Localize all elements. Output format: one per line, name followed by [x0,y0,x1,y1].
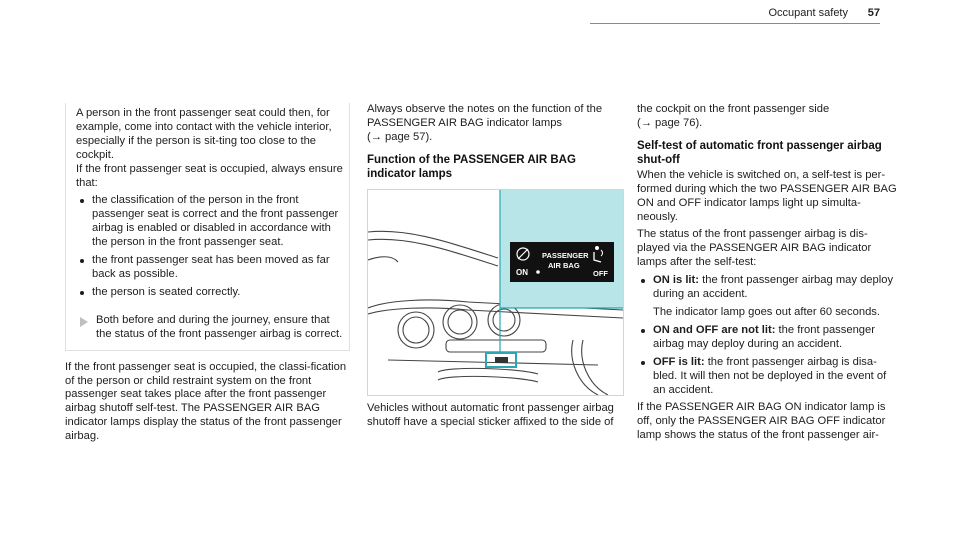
status-paragraph: The status of the front passenger airbag is dis-played via the PASSENGER AIR BAG indicator lamps after the self-test: [637,228,872,269]
box-intro: A person in the front passenger seat could then, for example, come into contact with the vehicle interior, especially if the person is sit-ting too close to the cockpit. [76,107,332,161]
bullet-icon [641,279,645,283]
bullet-icon [80,259,84,263]
bullet-icon [80,199,84,203]
requirements-list [76,194,343,299]
off-lamp-paragraph: If the PASSENGER AIR BAG ON indicator lamp is off, only the PASSENGER AIR BAG OFF indicator lamp shows the status of the front passenger air- [637,401,886,442]
continuation: the cockpit on the front passenger side (→ page 76). [637,103,830,129]
classification-paragraph: If the front passenger seat is occupied, the classi-fication of the person or child restraint system on the front passenger seat takes place after the front passenger airbag shutoff self-test. The PASSENGER AIR BAG indicator lamps display the status of the front passenger airbag. [65,360,347,443]
figure-caption: Vehicles without automatic front passenger airbag shutoff have a special sticker affixed to the side of [367,401,614,428]
self-test-heading: Self-test of automatic front passenger airbag shut-off [637,139,882,166]
bullet-icon [641,361,645,365]
dashboard-drawing [368,190,623,395]
bullet-icon [80,291,84,295]
list-item: ON and OFF are not lit: the front passenger airbag may deploy during an accident. [637,324,899,352]
bullet-icon [641,329,645,333]
arrow-right-icon [80,317,88,327]
list-item: the person is seated correctly. [76,286,343,300]
list-item: ON is lit: the front passenger airbag may deploy during an accident. The indicator lamp goes out after 60 seconds. [637,274,899,320]
column-3 [637,103,899,443]
sub-note: The indicator lamp goes out after 60 seconds. [653,305,880,318]
header-rule [590,23,880,24]
self-test-paragraph: When the vehicle is switched on, a self-test is per-formed during which the two PASSENGER AIR BAG ON and OFF indicator lamps light up simulta-neously. [637,168,897,223]
passenger-label: PASSENGER [542,250,589,260]
airbag-label: AIR BAG [548,260,580,270]
column-2 [367,103,622,430]
column-1 [65,103,350,444]
section-title: Occupant safety [768,7,848,19]
on-label: ON [516,267,528,277]
warning-box [65,103,350,351]
list-item: OFF is lit: the front passenger airbag is disa-bled. It will then not be deployed in the event of an accident. [637,356,899,398]
dashboard-illustration [367,189,624,396]
page-number: 57 [867,7,880,19]
observe-notes: Always observe the notes on the function of the PASSENGER AIR BAG indicator lamps (→ page 57). [367,103,603,143]
section-heading: Function of the PASSENGER AIR BAG indicator lamps [367,153,576,180]
off-label: OFF [593,268,608,278]
list-item: the front passenger seat has been moved as far back as possible. [76,254,343,282]
status-list [637,274,899,397]
list-item: the classification of the person in the front passenger seat is correct and the front passenger airbag is enabled or disabled in accordance with the person in the front passenger seat. [76,194,343,250]
box-lead: If the front passenger seat is occupied, always ensure that: [76,162,343,189]
note: Both before and during the journey, ensure that the status of the front passenger airbag is correct. [76,314,343,342]
